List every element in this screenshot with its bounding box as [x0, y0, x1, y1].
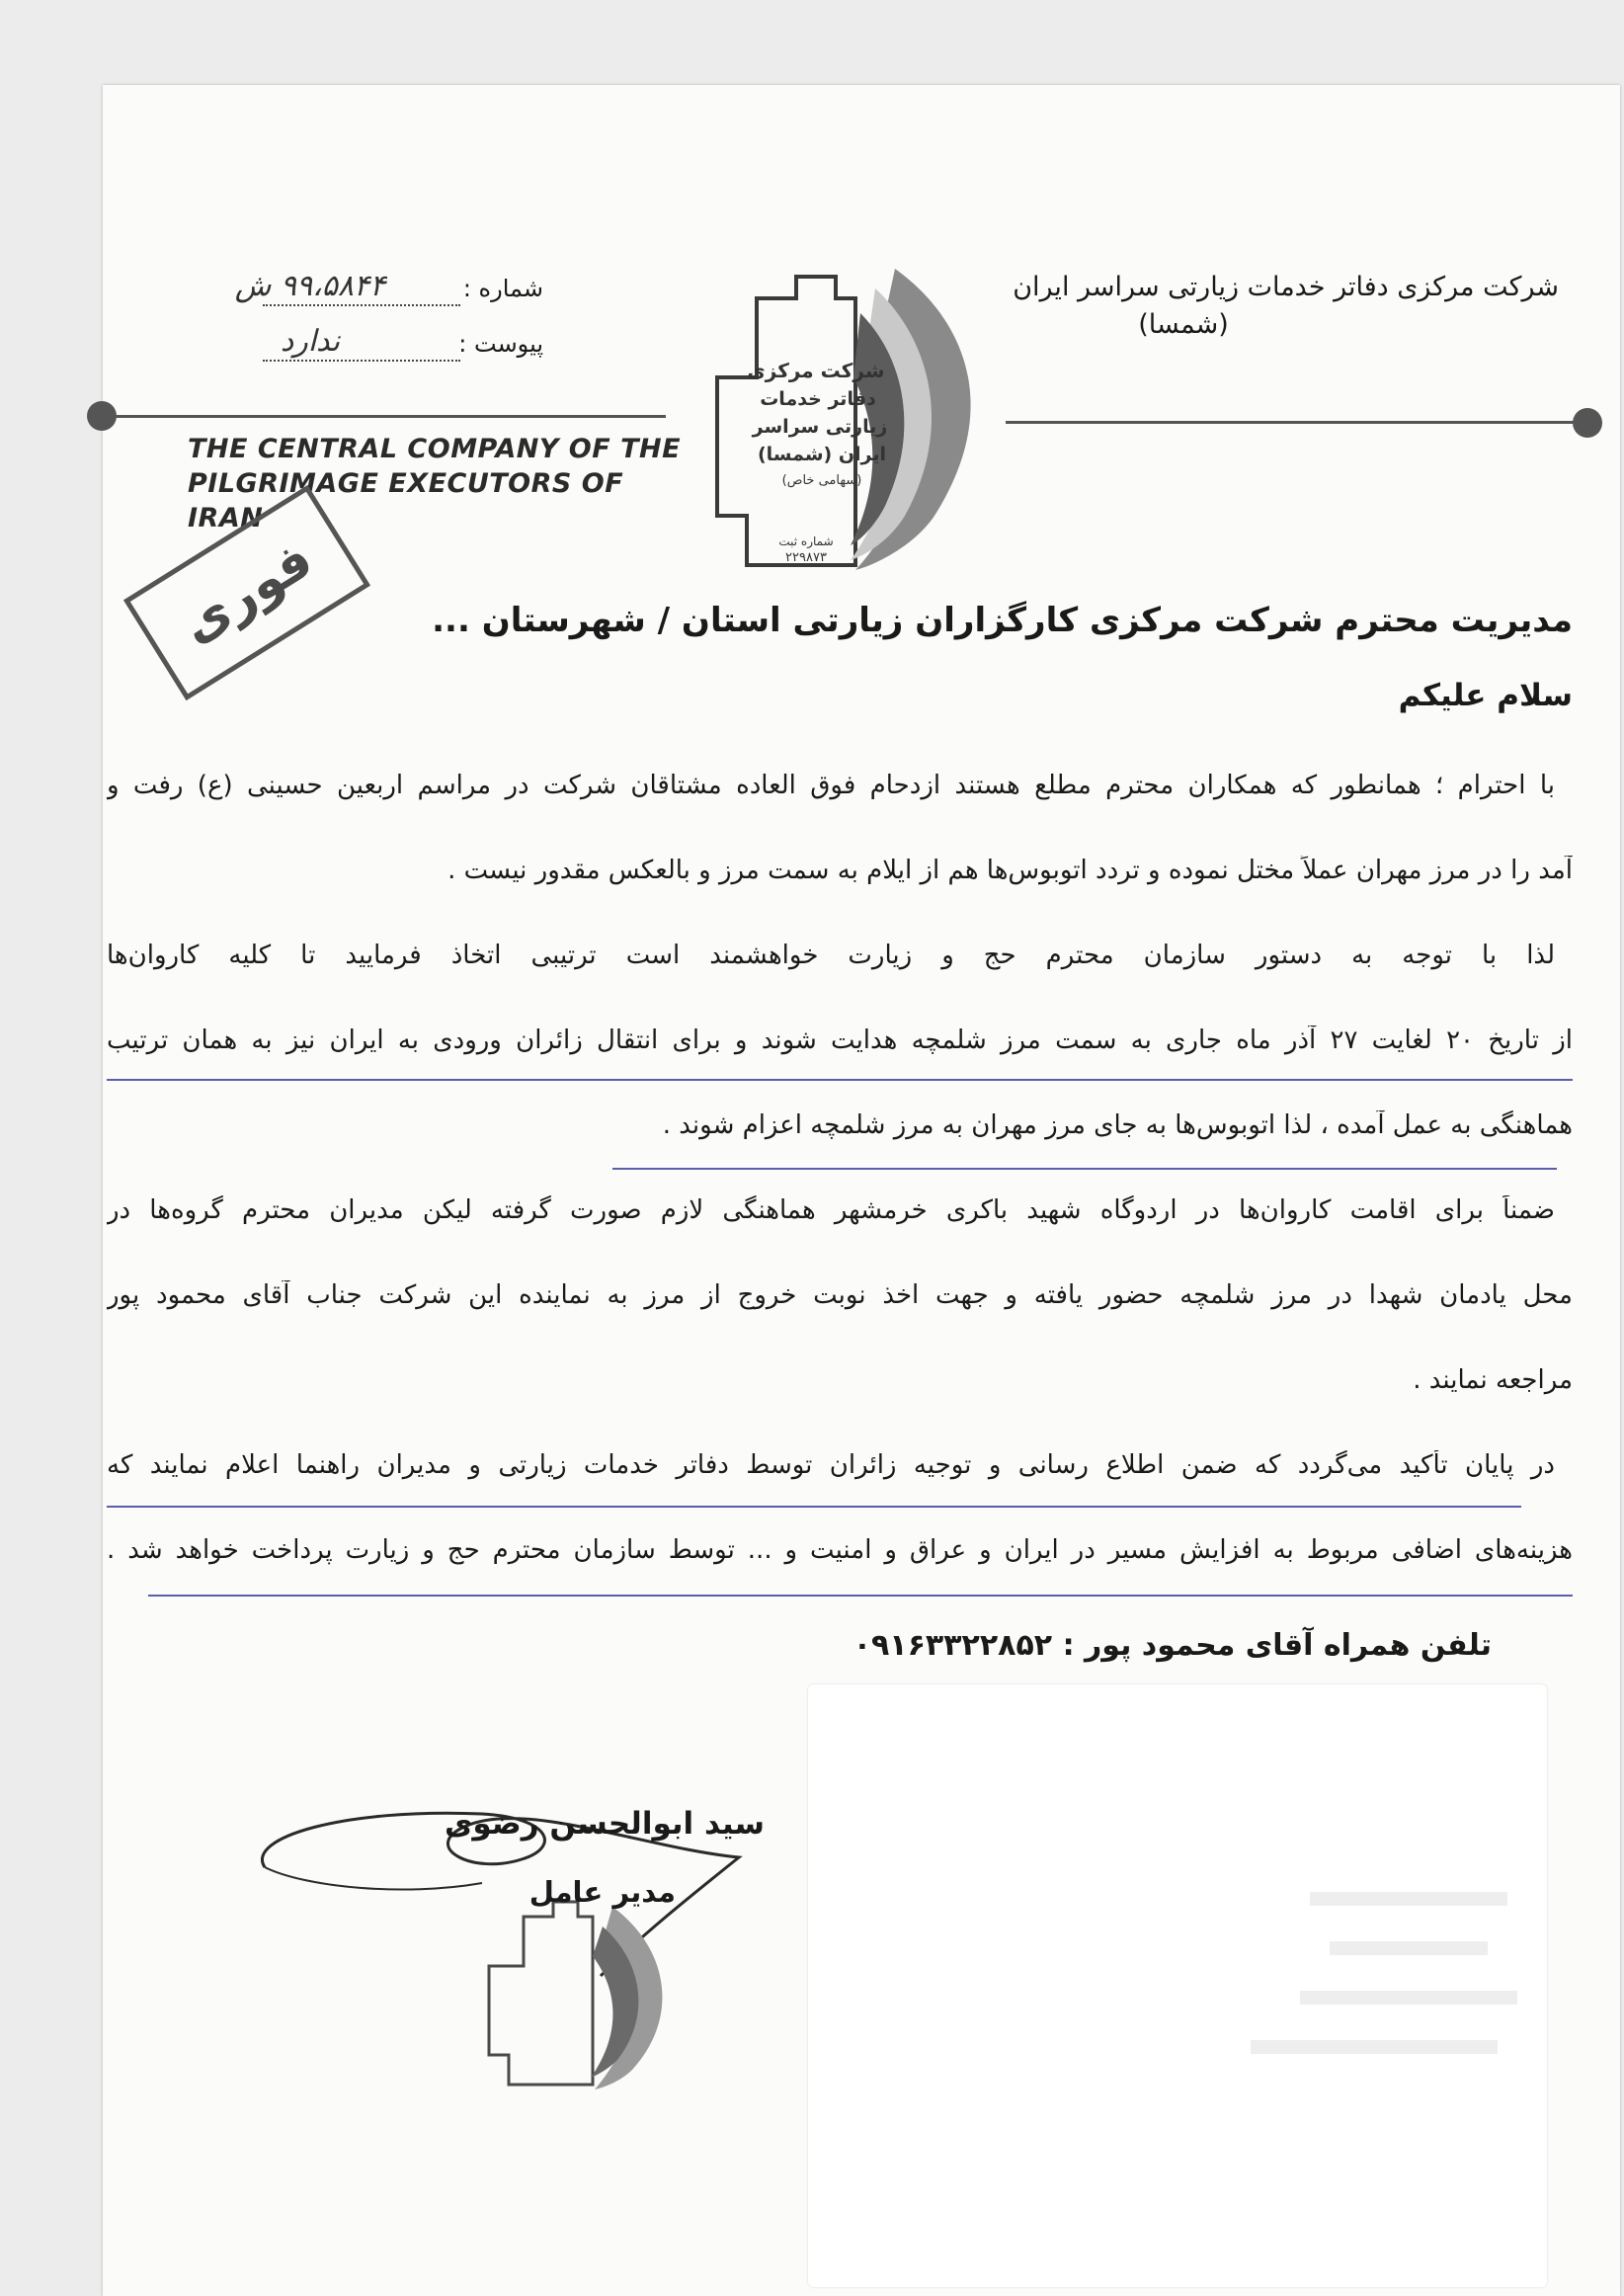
letter-meta — [148, 269, 543, 377]
letter-number-row — [148, 269, 543, 312]
rule-dot-left — [87, 401, 117, 431]
body-line: محل یادمان شهدا در مرز شلمچه حضور یافته و جهت اخذ نوبت خروج از مرز به نماینده این شرکت جناب آقای محمود پور — [107, 1280, 1573, 1310]
company-name-fa-line1: شرکت مرکزی دفاتر خدمات زیارتی سراسر ایران — [1013, 272, 1559, 302]
faded-mark — [1310, 1892, 1507, 1906]
signatory-title: مدیر عامل — [528, 1875, 676, 1909]
number-dotted-line — [263, 304, 460, 306]
phone-label: تلفن همراه آقای محمود پور : — [1062, 1628, 1492, 1663]
attachment-row — [148, 324, 543, 368]
company-name-en-line1: THE CENTRAL COMPANY OF THE — [188, 434, 682, 464]
addressee: مدیریت محترم شرکت مرکزی کارگزاران زیارتی استان / شهرستان ... — [432, 601, 1573, 640]
body-line: با احترام ؛ همانطور که همکاران محترم مطلع هستند ازدحام فوق العاده مشتاقان شرکت در مراسم اربعین حسینی (ع) رفت و — [107, 771, 1555, 800]
body-line: مراجعه نمایند . — [1413, 1365, 1573, 1395]
faded-mark — [1300, 1991, 1517, 2005]
greeting: سلام علیکم — [1398, 678, 1573, 713]
faded-mark — [1251, 2040, 1498, 2054]
body-line: از تاریخ ۲۰ لغایت ۲۷ آذر ماه جاری به سمت مرز شلمچه هدایت شوند و برای انتقال زائران ورودی به ایران نیز به همان ترتیب — [107, 1025, 1573, 1055]
attachment-value: ندارد — [280, 324, 341, 359]
attachment-label: پیوست : — [458, 330, 543, 358]
company-name-fa-line2: (شمسا) — [1138, 309, 1229, 340]
logo-text-line5: (سهامی خاص) — [781, 473, 862, 488]
logo-text-line3: زیارتی سراسر — [752, 416, 888, 438]
header-rule-left — [115, 415, 666, 418]
underline-mark — [107, 1079, 1573, 1081]
body-line: در پایان تأکید می‌گردد که ضمن اطلاع رسانی و توجیه زائران توسط دفاتر خدمات زیارتی و مدیران راهنما اعلام نمایند که — [107, 1450, 1555, 1480]
phone-line — [853, 1628, 1492, 1663]
company-logo — [707, 259, 994, 585]
number-value: ۹۹،۵۸۴۴ ش — [234, 269, 386, 303]
logo-text-line2: دفاتر خدمات — [760, 388, 876, 410]
number-label: شماره : — [462, 275, 543, 302]
seal-emblem-icon — [484, 1897, 672, 2094]
logo-text-line4: ایران (شمسا) — [757, 444, 887, 465]
company-name-en-line2: PILGRIMAGE EXECUTORS OF IRAN — [188, 468, 624, 533]
logo-reg-number: ۲۲۹۸۷۳ — [785, 550, 827, 565]
body-line: ضمناً برای اقامت کاروان‌ها در اردوگاه شهید باکری خرمشهر هماهنگی لازم صورت گرفته لیکن مدیران محترم گروه‌ها در — [107, 1195, 1555, 1225]
logo-text-line1: شرکت مرکزی — [747, 359, 885, 382]
faded-mark — [1330, 1941, 1488, 1955]
logo-reg-label: شماره ثبت — [778, 534, 834, 548]
company-seal-stamp — [484, 1897, 672, 2094]
underline-mark — [612, 1168, 1557, 1170]
logo-emblem-icon — [707, 259, 994, 585]
body-line: هماهنگی به عمل آمده ، لذا اتوبوس‌ها به جای مرز مهران به مرز شلمچه اعزام شوند . — [662, 1110, 1573, 1140]
underline-mark — [107, 1506, 1521, 1508]
signatory-name: سید ابوالحسن رضوی — [444, 1806, 765, 1842]
header-rule-right — [1006, 421, 1588, 424]
body-line: آمد را در مرز مهران عملاً مختل نموده و تردد اتوبوس‌ها هم از ایلام به سمت مرز و بالعکس مقدور نیست . — [447, 856, 1573, 885]
underline-mark — [148, 1595, 1573, 1597]
phone-number: ۰۹۱۶۳۳۲۲۸۵۲ — [853, 1628, 1053, 1663]
urgent-stamp: فوری — [123, 485, 370, 700]
body-line: هزینه‌های اضافی مربوط به افزایش مسیر در ایران و عراق و امنیت و ... توسط سازمان محترم حج و زیارت پرداخت خواهد شد . — [107, 1535, 1573, 1565]
redaction-box — [808, 1684, 1547, 2287]
attachment-dotted-line — [263, 360, 460, 362]
body-line: لذا با توجه به دستور سازمان محترم حج و زیارت خواهشمند است ترتیبی اتخاذ فرمایید تا کلیه کاروان‌ها — [107, 941, 1555, 970]
rule-dot-right — [1573, 408, 1602, 438]
